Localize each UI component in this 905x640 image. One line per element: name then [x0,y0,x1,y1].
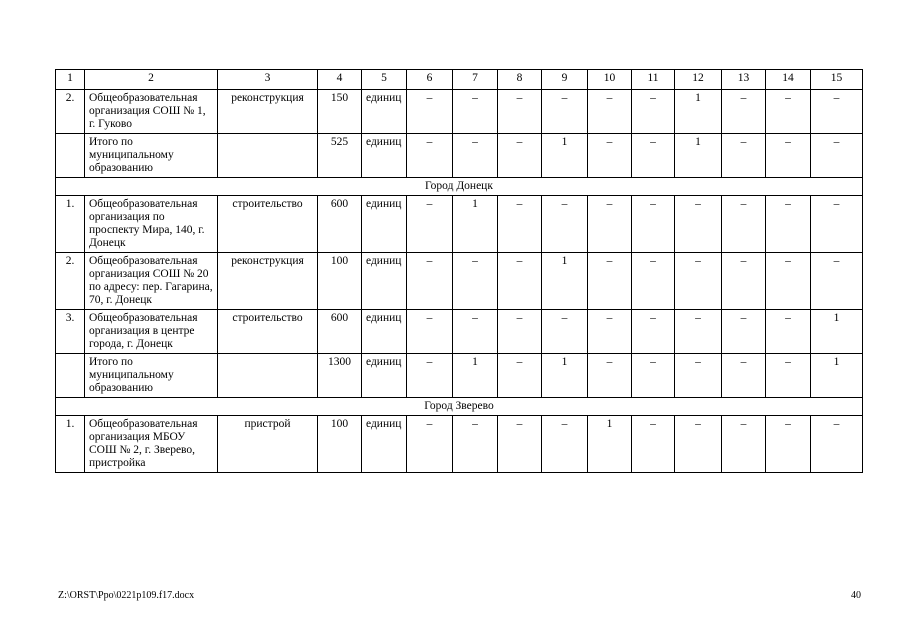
column-number: 5 [362,70,407,90]
row-number: 2. [56,253,85,310]
table-row [56,90,863,134]
year-value: – [453,310,498,354]
table-row [56,310,863,354]
year-value: – [811,253,863,310]
year-value: – [722,134,766,178]
capacity: 100 [318,253,362,310]
year-value: – [542,416,588,473]
column-number: 14 [766,70,811,90]
work-type [218,354,318,398]
facility-name: Общеобразовательная организация в центре города, г. Донецк [85,310,218,354]
year-value: – [453,134,498,178]
unit: единиц [362,196,407,253]
year-value: – [498,416,542,473]
section-row [56,398,863,416]
column-number: 15 [811,70,863,90]
year-value: – [722,354,766,398]
column-number: 6 [407,70,453,90]
facility-name: Итого по муниципальному образованию [85,134,218,178]
year-value: – [588,354,632,398]
year-value: – [766,310,811,354]
year-value: – [766,416,811,473]
year-value: – [632,134,675,178]
column-number: 3 [218,70,318,90]
facility-name: Общеобразовательная организация СОШ № 20 по адресу: пер. Гагарина, 70, г. Донецк [85,253,218,310]
column-number: 13 [722,70,766,90]
column-number: 8 [498,70,542,90]
year-value: 1 [675,90,722,134]
year-value: – [453,416,498,473]
year-value: – [722,90,766,134]
year-value: – [498,310,542,354]
year-value: 1 [811,354,863,398]
document-table [55,69,863,473]
year-value: – [542,310,588,354]
year-value: – [632,310,675,354]
year-value: – [766,90,811,134]
unit: единиц [362,253,407,310]
year-value: 1 [811,310,863,354]
year-value: 1 [453,354,498,398]
row-number [56,354,85,398]
year-value: – [766,134,811,178]
year-value: – [722,253,766,310]
row-number: 2. [56,90,85,134]
row-number: 1. [56,196,85,253]
year-value: – [675,310,722,354]
year-value: – [811,416,863,473]
year-value: 1 [675,134,722,178]
year-value: 1 [542,354,588,398]
footer-file-path: Z:\ORST\Ppo\0221p109.f17.docx [58,590,195,601]
year-value: – [498,134,542,178]
year-value: – [588,90,632,134]
year-value: – [498,253,542,310]
work-type: реконструкция [218,90,318,134]
year-value: – [811,134,863,178]
capacity: 1300 [318,354,362,398]
year-value: 1 [542,134,588,178]
year-value: – [766,196,811,253]
year-value: – [407,134,453,178]
year-value: 1 [588,416,632,473]
work-type: пристрой [218,416,318,473]
year-value: – [498,196,542,253]
year-value: – [588,134,632,178]
column-number: 9 [542,70,588,90]
facility-name: Общеобразовательная организация по проспекту Мира, 140, г. Донецк [85,196,218,253]
year-value: – [632,196,675,253]
work-type: реконструкция [218,253,318,310]
year-value: – [722,416,766,473]
year-value: – [407,196,453,253]
year-value: – [811,196,863,253]
year-value: – [498,354,542,398]
section-row [56,178,863,196]
year-value: – [675,416,722,473]
page-number: 40 [851,590,861,601]
row-number: 1. [56,416,85,473]
year-value: – [407,310,453,354]
unit: единиц [362,354,407,398]
column-number: 4 [318,70,362,90]
year-value: – [407,416,453,473]
year-value: – [766,253,811,310]
table-row [56,416,863,473]
year-value: – [675,253,722,310]
capacity: 600 [318,196,362,253]
unit: единиц [362,90,407,134]
column-number-row [56,70,863,90]
unit: единиц [362,416,407,473]
year-value: – [407,90,453,134]
year-value: – [588,310,632,354]
year-value: – [632,354,675,398]
column-number: 11 [632,70,675,90]
year-value: – [588,196,632,253]
year-value: – [722,310,766,354]
table-row [56,253,863,310]
year-value: – [722,196,766,253]
section-title: Город Донецк [56,178,863,196]
column-number: 2 [85,70,218,90]
capacity: 600 [318,310,362,354]
table-row [56,134,863,178]
year-value: – [407,354,453,398]
work-type: строительство [218,196,318,253]
table-row [56,354,863,398]
capacity: 100 [318,416,362,473]
row-number [56,134,85,178]
capacity: 150 [318,90,362,134]
column-number: 10 [588,70,632,90]
unit: единиц [362,134,407,178]
work-type: строительство [218,310,318,354]
year-value: – [632,90,675,134]
column-number: 7 [453,70,498,90]
facility-name: Общеобразовательная организация МБОУ СОШ № 2, г. Зверево, пристройка [85,416,218,473]
capacity: 525 [318,134,362,178]
year-value: 1 [453,196,498,253]
row-number: 3. [56,310,85,354]
table-row [56,196,863,253]
year-value: – [675,196,722,253]
year-value: – [811,90,863,134]
facility-name: Общеобразовательная организация СОШ № 1, г. Гуково [85,90,218,134]
section-title: Город Зверево [56,398,863,416]
year-value: – [407,253,453,310]
year-value: – [498,90,542,134]
facility-name: Итого по муниципальному образованию [85,354,218,398]
year-value: – [542,196,588,253]
year-value: – [675,354,722,398]
column-number: 1 [56,70,85,90]
year-value: – [453,90,498,134]
year-value: – [632,253,675,310]
year-value: – [542,90,588,134]
year-value: – [453,253,498,310]
unit: единиц [362,310,407,354]
year-value: 1 [542,253,588,310]
work-type [218,134,318,178]
year-value: – [766,354,811,398]
year-value: – [632,416,675,473]
year-value: – [588,253,632,310]
column-number: 12 [675,70,722,90]
